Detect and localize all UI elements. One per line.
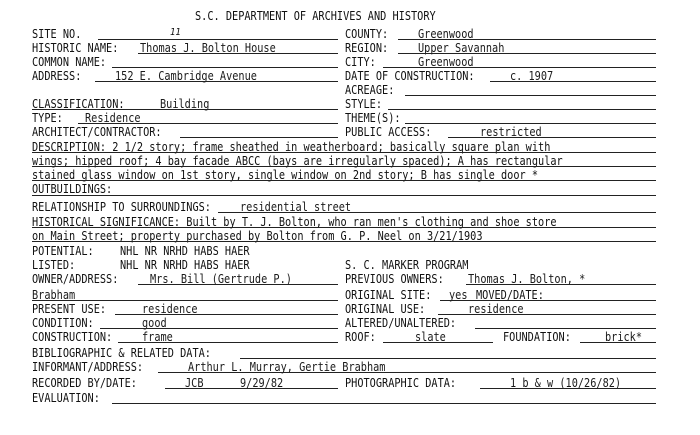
potential-label: POTENTIAL: [32,243,94,258]
acreage-label: ACREAGE: [345,82,395,97]
historic-name-label: HISTORIC NAME: [32,40,119,55]
significance-line-2: on Main Street; property purchased by Bolton from G. P. Neel on 3/21/1903 [32,228,483,243]
surroundings-line [218,212,656,213]
type-value: Residence [85,110,141,125]
type-label: TYPE: [32,110,63,125]
description-line-1: DESCRIPTION: 2 1/2 story; frame sheathed in weatherboard; basically square plan with [32,139,551,154]
present-use-value: residence [142,301,198,316]
style-label: STYLE: [345,96,383,111]
recorded-date-value: 9/29/82 [240,375,284,390]
public-access-value: restricted [480,124,542,139]
historic-name-value: Thomas J. Bolton House [140,40,276,55]
previous-owners-label: PREVIOUS OWNERS: [345,271,444,286]
significance-underline-2 [32,241,656,242]
city-value: Greenwood [418,54,474,69]
previous-owners-line [466,284,656,285]
description-underline-3 [32,180,656,181]
public-access-label: PUBLIC ACCESS: [345,124,432,139]
informant-line [158,372,656,373]
owner-label: OWNER/ADDRESS: [32,271,119,286]
original-use-label: ORIGINAL USE: [345,301,426,316]
historic-name-line [138,53,338,54]
city-label: CITY: [345,54,376,69]
owner-line [138,284,338,285]
date-construction-value: c. 1907 [510,68,554,83]
region-value: Upper Savannah [418,40,505,55]
photographic-data-value: 1 b & w (10/26/82) [510,375,622,390]
original-site-value: yes [449,287,468,302]
roof-label: ROOF: [345,329,376,344]
acreage-line [405,95,656,96]
photographic-data-line [480,388,656,389]
public-access-line [448,137,656,138]
outbuildings-label: OUTBUILDINGS: [32,181,113,196]
architect-label: ARCHITECT/CONTRACTOR: [32,124,162,139]
recorder-value: JCB [185,375,204,390]
region-label: REGION: [345,40,389,55]
county-label: COUNTY: [345,26,389,41]
surroundings-label: RELATIONSHIP TO SURROUNDINGS: [32,199,211,214]
condition-line [100,328,338,329]
potential-codes: NHL NR NRHD HABS HAER [120,243,250,258]
altered-label: ALTERED/UNALTERED: [345,315,457,330]
condition-label: CONDITION: [32,315,94,330]
photographic-data-label: PHOTOGRAPHIC DATA: [345,375,457,390]
surroundings-value: residential street [240,199,352,214]
evaluation-line [112,403,656,404]
significance-line-1: HISTORICAL SIGNIFICANCE: Built by T. J. Bolton, who ran men's clothing and shoe store [32,214,557,229]
date-construction-label: DATE OF CONSTRUCTION: [345,68,475,83]
owner-value-continued: Brabham [32,287,76,302]
construction-line [118,342,338,343]
recorded-by-label: RECORDED BY/DATE: [32,375,137,390]
foundation-value: brick* [605,329,643,344]
common-name-label: COMMON NAME: [32,54,107,69]
foundation-line [580,342,656,343]
original-use-value: residence [468,301,524,316]
bibliographic-label: BIBLIOGRAPHIC & RELATED DATA: [32,345,211,360]
address-label: ADDRESS: [32,68,82,83]
original-use-line [438,314,656,315]
present-use-label: PRESENT USE: [32,301,107,316]
owner-value: Mrs. Bill (Gertrude P.) [150,271,292,286]
date-construction-line [490,81,656,82]
marker-program-label: S. C. MARKER PROGRAM [345,257,469,272]
architect-line [180,137,338,138]
informant-value: Arthur L. Murray, Gertie Brabham [188,359,386,374]
previous-owners-value: Thomas J. Bolton, * [468,271,586,286]
construction-label: CONSTRUCTION: [32,329,113,344]
listed-label: LISTED: [32,257,76,272]
site-no-label: SITE NO. [32,26,82,41]
moved-date-label: MOVED/DATE: [476,287,544,302]
form-title: S.C. DEPARTMENT OF ARCHIVES AND HISTORY [195,8,436,23]
informant-label: INFORMANT/ADDRESS: [32,359,144,374]
listed-codes: NHL NR NRHD HABS HAER [120,257,250,272]
evaluation-label: EVALUATION: [32,390,100,405]
roof-line [383,342,493,343]
condition-value: good [142,315,167,330]
construction-value: frame [142,329,173,344]
classification-line [32,109,338,110]
description-line-3: stained glass window on 1st story, single window on 2nd story; B has single door * [32,167,539,182]
foundation-label: FOUNDATION: [503,329,571,344]
description-line-2: wings; hipped roof; 4 bay facade ABCC (bays are irregularly spaced); A has rectangular [32,153,563,168]
site-no-value: 11 [170,27,181,38]
original-site-label: ORIGINAL SITE: [345,287,432,302]
classification-label: CLASSIFICATION: [32,96,125,111]
roof-value: slate [415,329,446,344]
style-line [388,109,656,110]
theme-label: THEME(S): [345,110,401,125]
county-value: Greenwood [418,26,474,41]
classification-value: Building [160,96,210,111]
address-value: 152 E. Cambridge Avenue [115,68,257,83]
address-line [95,81,338,82]
outbuildings-line [32,195,656,196]
recorded-by-line [165,388,338,389]
